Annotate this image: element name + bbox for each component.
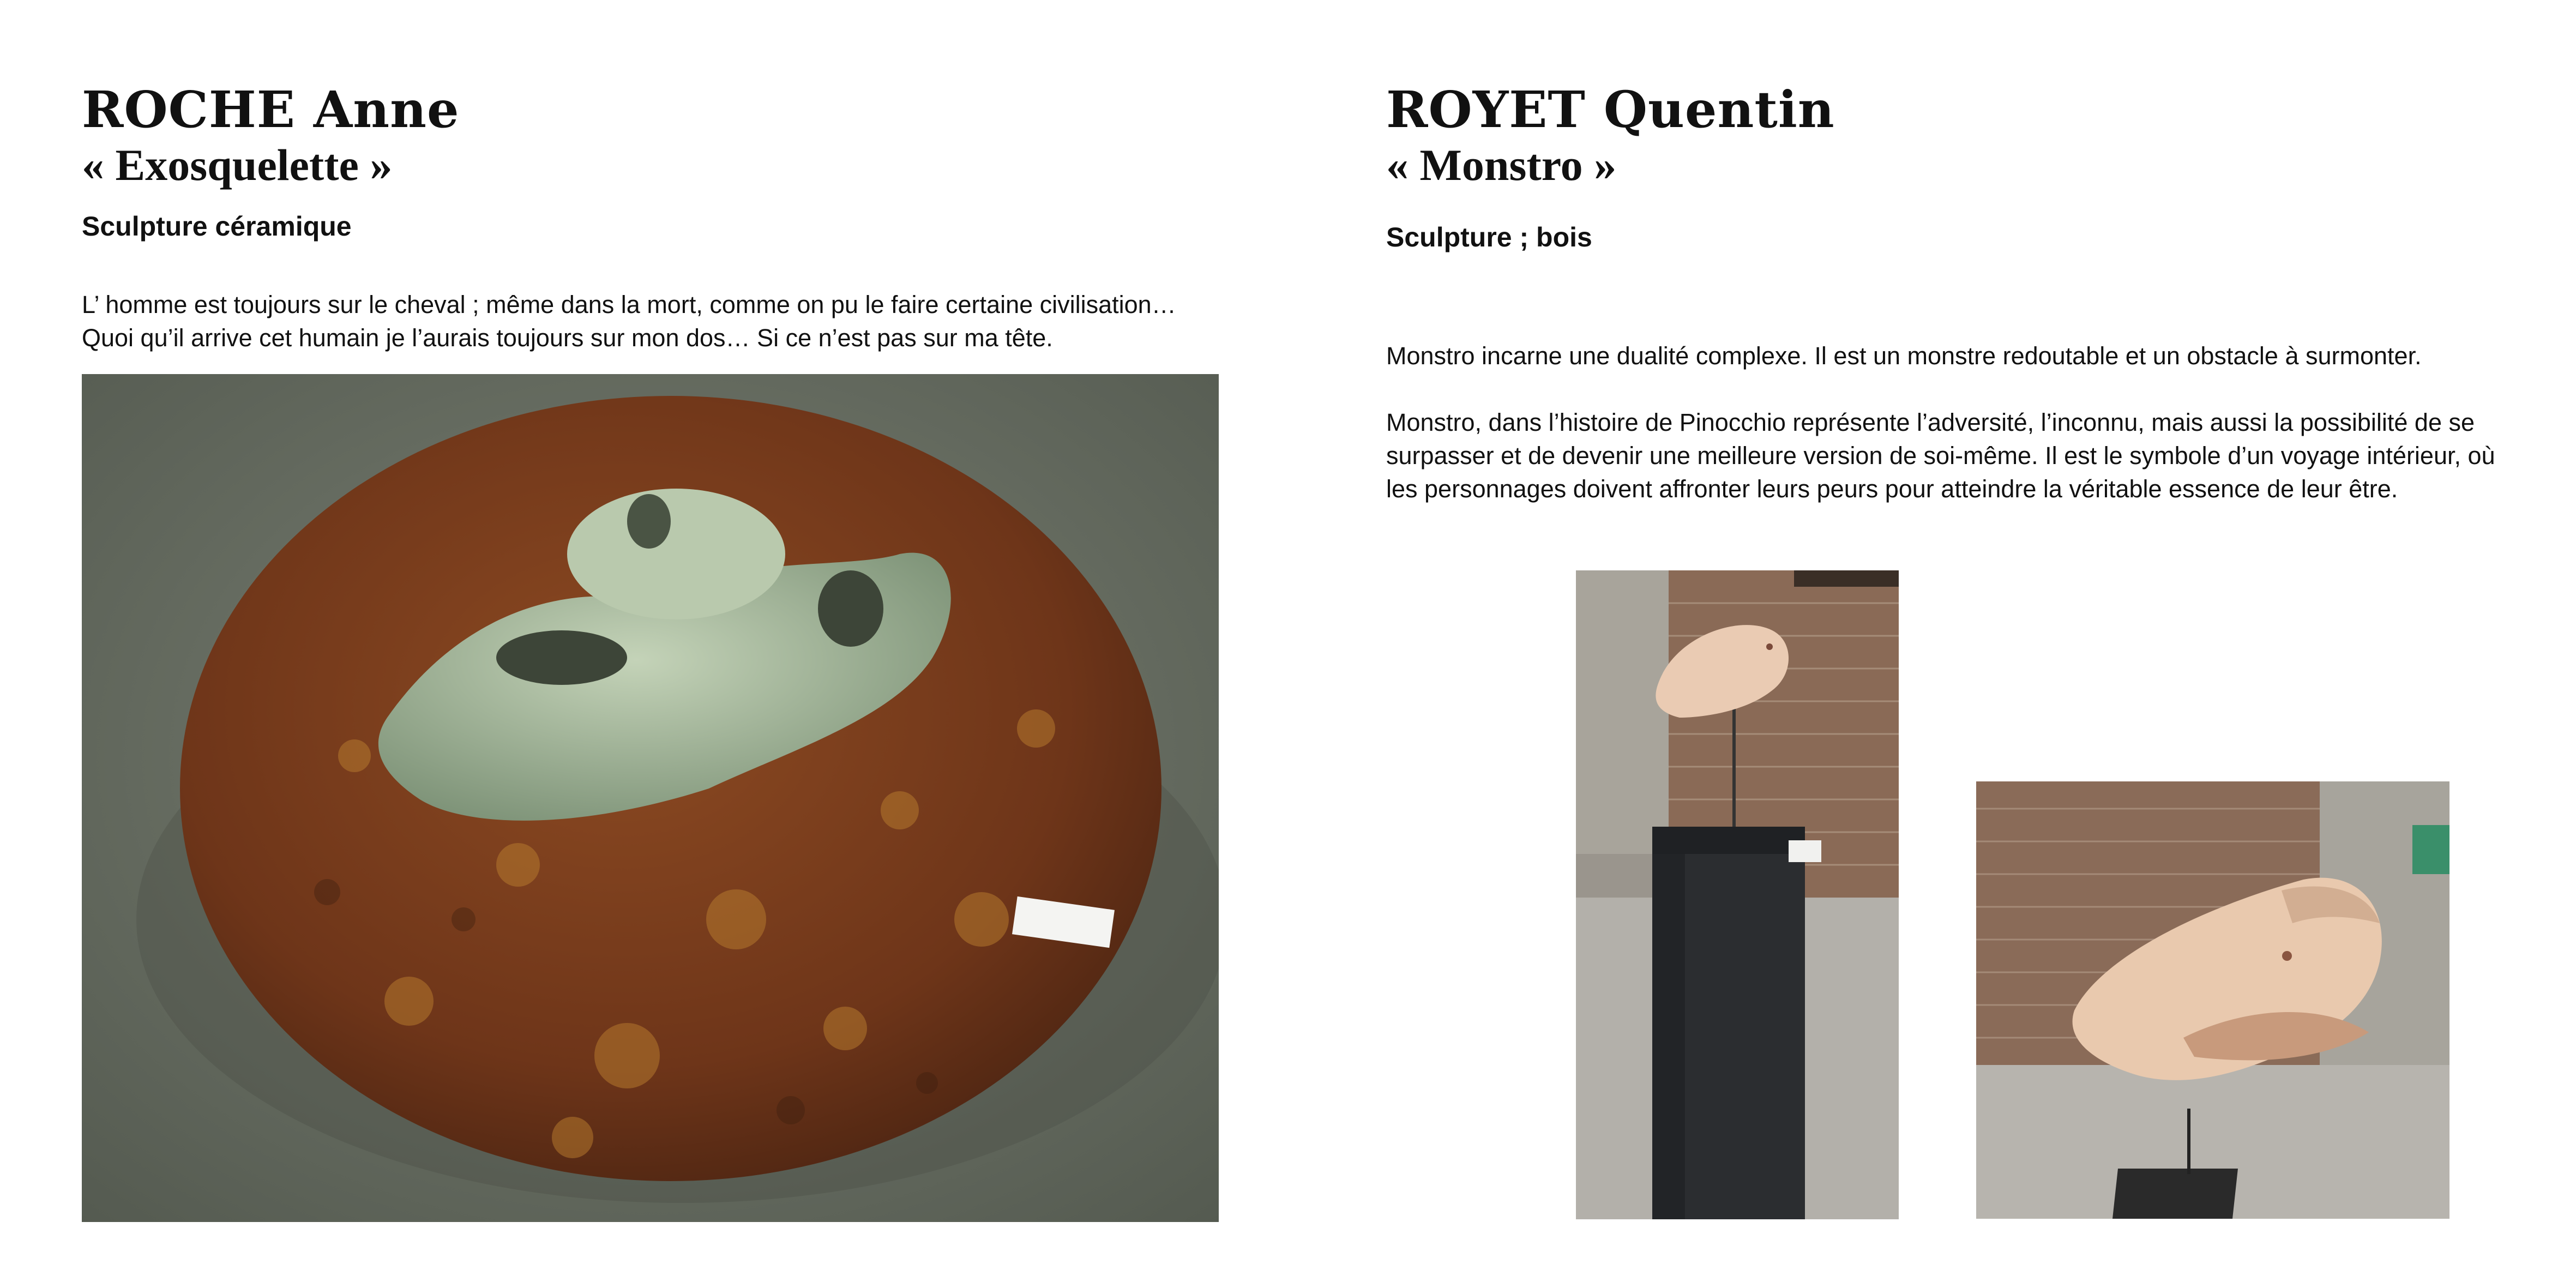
- artist-name: ROCHE Anne: [82, 80, 460, 139]
- artwork-title: « Exosquelette »: [82, 140, 393, 190]
- monstro-closeup-photo: [1976, 781, 2449, 1219]
- exosquelette-photo: [82, 374, 1219, 1222]
- artwork-title: « Monstro »: [1386, 140, 1617, 190]
- artwork-medium: Sculpture céramique: [82, 211, 352, 242]
- description-line: Monstro, dans l’histoire de Pinocchio représente l’adversité, l’inconnu, mais aussi la possibilité de se: [1386, 408, 2475, 436]
- wooden-sculpture-closeup-image: [1976, 781, 2449, 1219]
- description-line: les personnages doivent affronter leurs peurs pour atteindre la véritable essence de leur être.: [1386, 475, 2398, 503]
- paragraph-spacer: [1386, 372, 2553, 406]
- monstro-pedestal-photo: [1576, 570, 1899, 1219]
- artist-name: ROYET Quentin: [1386, 80, 1835, 139]
- description-line: L’ homme est toujours sur le cheval ; même dans la mort, comme on pu le faire certaine civilisation…: [82, 291, 1176, 318]
- right-page: [1288, 0, 2576, 1288]
- description-line: Monstro incarne une dualité complexe. Il est un monstre redoutable et un obstacle à surmonter.: [1386, 342, 2422, 370]
- artwork-description: [1386, 339, 2553, 505]
- ceramic-skull-sculpture-image: [82, 374, 1219, 1222]
- description-line: surpasser et de devenir une meilleure version de soi-même. Il est le symbole d’un voyage intérieur, où: [1386, 442, 2495, 470]
- artwork-description: [82, 288, 1227, 354]
- wooden-sculpture-on-plinth-image: [1576, 570, 1899, 1219]
- description-line: Quoi qu’il arrive cet humain je l’aurais toujours sur mon dos… Si ce n’est pas sur ma tête.: [82, 324, 1053, 352]
- artwork-medium: Sculpture ; bois: [1386, 222, 1592, 252]
